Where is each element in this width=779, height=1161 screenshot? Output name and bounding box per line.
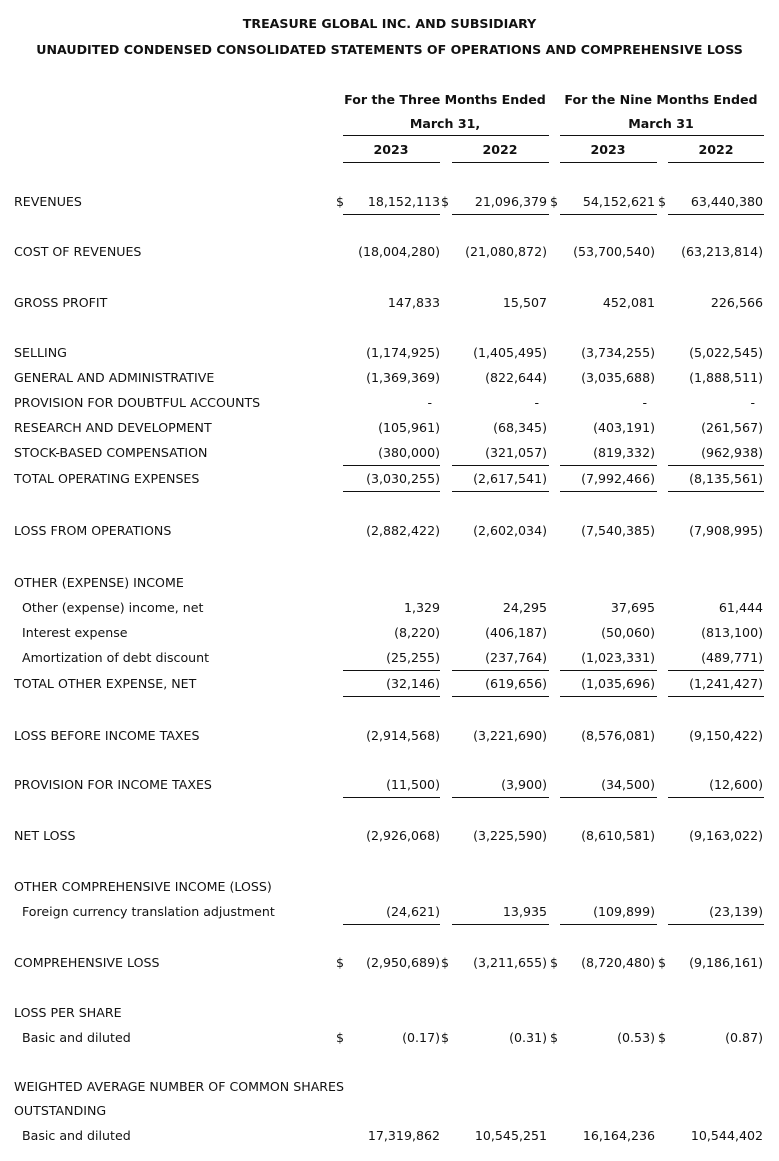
row-18-other-comprehensive-income-loss-label: OTHER COMPREHENSIVE INCOME (LOSS) — [14, 879, 272, 894]
row-0-revenues-underline-4 — [668, 214, 764, 215]
row-20-comprehensive-loss-label: COMPREHENSIVE LOSS — [14, 955, 160, 970]
row-19-foreign-currency-translation-adjustment-underline-1 — [343, 924, 440, 925]
row-22-basic-and-diluted-value-4: (0.87) — [725, 1030, 763, 1045]
row-8-total-operating-expenses-underline-4 — [668, 491, 764, 492]
row-20-comprehensive-loss-value-3: (8,720,480) — [581, 955, 655, 970]
row-0-revenues-dollar-sign-1: $ — [336, 194, 345, 209]
row-5-provision-for-doubtful-accounts-label: PROVISION FOR DOUBTFUL ACCOUNTS — [14, 395, 261, 410]
row-5-provision-for-doubtful-accounts-value-1: - — [427, 395, 432, 410]
row-4-general-and-administrative-value-3: (3,035,688) — [581, 370, 655, 385]
year-header-2023-nine: 2023 — [590, 142, 626, 157]
row-2-gross-profit-value-3: 452,081 — [602, 295, 655, 310]
row-9-loss-from-operations-value-3: (7,540,385) — [581, 523, 655, 538]
row-22-basic-and-diluted-dollar-sign-2: $ — [441, 1030, 450, 1045]
row-0-revenues-value-2: 21,096,379 — [474, 194, 547, 209]
row-25-basic-and-diluted-value-1: 17,319,862 — [367, 1128, 440, 1143]
row-14-total-other-expense-net-value-4: (1,241,427) — [689, 676, 763, 691]
row-8-total-operating-expenses-underline-3 — [560, 491, 657, 492]
row-3-selling-value-4: (5,022,545) — [689, 345, 763, 360]
year-underline-3 — [560, 162, 657, 163]
row-21-loss-per-share-label: LOSS PER SHARE — [14, 1005, 122, 1020]
row-16-provision-for-income-taxes-value-4: (12,600) — [709, 777, 763, 792]
row-0-revenues-underline-2 — [452, 214, 549, 215]
nine-months-header-line2: March 31 — [628, 116, 694, 131]
row-14-total-other-expense-net-value-1: (32,146) — [386, 676, 440, 691]
row-6-research-and-development-value-3: (403,191) — [593, 420, 655, 435]
row-15-loss-before-income-taxes-value-3: (8,576,081) — [581, 728, 655, 743]
row-7-stock-based-compensation-value-1: (380,000) — [378, 445, 440, 460]
row-7-stock-based-compensation-value-3: (819,332) — [593, 445, 655, 460]
three-months-header-line1: For the Three Months Ended — [344, 92, 546, 107]
company-title: TREASURE GLOBAL INC. AND SUBSIDIARY — [242, 16, 537, 31]
row-12-interest-expense-value-3: (50,060) — [601, 625, 655, 640]
row-25-basic-and-diluted-value-2: 10,545,251 — [474, 1128, 547, 1143]
row-0-revenues-dollar-sign-4: $ — [658, 194, 667, 209]
row-11-other-expense-income-net-label: Other (expense) income, net — [22, 600, 204, 615]
row-14-total-other-expense-net-underline-2 — [452, 696, 549, 697]
header-divider-nine-months — [560, 135, 764, 136]
row-14-total-other-expense-net-underline-3 — [560, 696, 657, 697]
row-2-gross-profit-value-1: 147,833 — [387, 295, 440, 310]
row-7-stock-based-compensation-label: STOCK-BASED COMPENSATION — [14, 445, 208, 460]
row-14-total-other-expense-net-value-3: (1,035,696) — [581, 676, 655, 691]
row-4-general-and-administrative-label: GENERAL AND ADMINISTRATIVE — [14, 370, 215, 385]
row-0-revenues-underline-3 — [560, 214, 657, 215]
row-12-interest-expense-value-4: (813,100) — [701, 625, 763, 640]
row-20-comprehensive-loss-dollar-sign-4: $ — [658, 955, 667, 970]
row-19-foreign-currency-translation-adjustment-label: Foreign currency translation adjustment — [22, 904, 275, 919]
row-1-cost-of-revenues-value-4: (63,213,814) — [681, 244, 763, 259]
row-6-research-and-development-value-2: (68,345) — [493, 420, 547, 435]
row-4-general-and-administrative-value-2: (822,644) — [485, 370, 547, 385]
row-20-comprehensive-loss-value-1: (2,950,689) — [366, 955, 440, 970]
row-8-total-operating-expenses-value-4: (8,135,561) — [689, 471, 763, 486]
row-2-gross-profit-label: GROSS PROFIT — [14, 295, 108, 310]
row-20-comprehensive-loss-dollar-sign-1: $ — [336, 955, 345, 970]
row-13-amortization-of-debt-discount-underline-2 — [452, 670, 549, 671]
row-15-loss-before-income-taxes-value-4: (9,150,422) — [689, 728, 763, 743]
row-14-total-other-expense-net-label: TOTAL OTHER EXPENSE, NET — [14, 676, 197, 691]
row-7-stock-based-compensation-value-4: (962,938) — [701, 445, 763, 460]
row-6-research-and-development-label: RESEARCH AND DEVELOPMENT — [14, 420, 212, 435]
row-16-provision-for-income-taxes-underline-3 — [560, 797, 657, 798]
row-14-total-other-expense-net-underline-1 — [343, 696, 440, 697]
row-3-selling-value-1: (1,174,925) — [366, 345, 440, 360]
row-15-loss-before-income-taxes-value-1: (2,914,568) — [366, 728, 440, 743]
row-13-amortization-of-debt-discount-value-2: (237,764) — [485, 650, 547, 665]
row-15-loss-before-income-taxes-label: LOSS BEFORE INCOME TAXES — [14, 728, 200, 743]
row-9-loss-from-operations-label: LOSS FROM OPERATIONS — [14, 523, 172, 538]
row-13-amortization-of-debt-discount-underline-1 — [343, 670, 440, 671]
row-17-net-loss-value-1: (2,926,068) — [366, 828, 440, 843]
row-5-provision-for-doubtful-accounts-value-4: - — [750, 395, 755, 410]
row-1-cost-of-revenues-value-3: (53,700,540) — [573, 244, 655, 259]
row-12-interest-expense-value-2: (406,187) — [485, 625, 547, 640]
row-13-amortization-of-debt-discount-value-3: (1,023,331) — [581, 650, 655, 665]
row-9-loss-from-operations-value-1: (2,882,422) — [366, 523, 440, 538]
row-19-foreign-currency-translation-adjustment-value-2: 13,935 — [502, 904, 547, 919]
row-4-general-and-administrative-value-1: (1,369,369) — [366, 370, 440, 385]
row-12-interest-expense-label: Interest expense — [22, 625, 128, 640]
row-8-total-operating-expenses-value-1: (3,030,255) — [366, 471, 440, 486]
row-13-amortization-of-debt-discount-label: Amortization of debt discount — [22, 650, 210, 665]
row-1-cost-of-revenues-value-2: (21,080,872) — [465, 244, 547, 259]
row-6-research-and-development-value-1: (105,961) — [378, 420, 440, 435]
row-25-basic-and-diluted-label: Basic and diluted — [22, 1128, 131, 1143]
year-header-2023-three: 2023 — [373, 142, 409, 157]
row-17-net-loss-value-3: (8,610,581) — [581, 828, 655, 843]
row-22-basic-and-diluted-label: Basic and diluted — [22, 1030, 131, 1045]
row-19-foreign-currency-translation-adjustment-value-1: (24,621) — [386, 904, 440, 919]
row-0-revenues-dollar-sign-2: $ — [441, 194, 450, 209]
row-19-foreign-currency-translation-adjustment-value-4: (23,139) — [709, 904, 763, 919]
row-8-total-operating-expenses-label: TOTAL OPERATING EXPENSES — [14, 471, 200, 486]
row-8-total-operating-expenses-underline-2 — [452, 491, 549, 492]
row-10-other-expense-income-label: OTHER (EXPENSE) INCOME — [14, 575, 184, 590]
year-header-2022-three: 2022 — [482, 142, 518, 157]
row-16-provision-for-income-taxes-label: PROVISION FOR INCOME TAXES — [14, 777, 212, 792]
row-9-loss-from-operations-value-4: (7,908,995) — [689, 523, 763, 538]
row-16-provision-for-income-taxes-value-1: (11,500) — [386, 777, 440, 792]
row-6-research-and-development-value-4: (261,567) — [701, 420, 763, 435]
row-19-foreign-currency-translation-adjustment-underline-3 — [560, 924, 657, 925]
row-0-revenues-value-1: 18,152,113 — [367, 194, 440, 209]
row-16-provision-for-income-taxes-underline-1 — [343, 797, 440, 798]
row-0-revenues-value-4: 63,440,380 — [690, 194, 763, 209]
row-7-stock-based-compensation-underline-4 — [668, 465, 764, 466]
row-19-foreign-currency-translation-adjustment-underline-4 — [668, 924, 764, 925]
row-25-basic-and-diluted-value-3: 16,164,236 — [582, 1128, 655, 1143]
row-23-weighted-average-number-of-common-shares-label: WEIGHTED AVERAGE NUMBER OF COMMON SHARES — [14, 1079, 345, 1094]
nine-months-header-line1: For the Nine Months Ended — [564, 92, 758, 107]
row-22-basic-and-diluted-value-3: (0.53) — [617, 1030, 655, 1045]
row-1-cost-of-revenues-label: COST OF REVENUES — [14, 244, 142, 259]
row-11-other-expense-income-net-value-1: 1,329 — [403, 600, 440, 615]
row-0-revenues-underline-1 — [343, 214, 440, 215]
row-5-provision-for-doubtful-accounts-value-3: - — [642, 395, 647, 410]
three-months-header-line2: March 31, — [409, 116, 481, 131]
row-7-stock-based-compensation-value-2: (321,057) — [485, 445, 547, 460]
row-11-other-expense-income-net-value-2: 24,295 — [502, 600, 547, 615]
row-24-outstanding-label: OUTSTANDING — [14, 1103, 107, 1118]
row-22-basic-and-diluted-dollar-sign-3: $ — [550, 1030, 559, 1045]
row-17-net-loss-value-2: (3,225,590) — [473, 828, 547, 843]
row-8-total-operating-expenses-value-3: (7,992,466) — [581, 471, 655, 486]
row-22-basic-and-diluted-value-1: (0.17) — [402, 1030, 440, 1045]
row-3-selling-value-3: (3,734,255) — [581, 345, 655, 360]
row-16-provision-for-income-taxes-underline-2 — [452, 797, 549, 798]
row-22-basic-and-diluted-value-2: (0.31) — [509, 1030, 547, 1045]
row-17-net-loss-value-4: (9,163,022) — [689, 828, 763, 843]
row-7-stock-based-compensation-underline-2 — [452, 465, 549, 466]
row-4-general-and-administrative-value-4: (1,888,511) — [689, 370, 763, 385]
row-13-amortization-of-debt-discount-value-1: (25,255) — [386, 650, 440, 665]
row-7-stock-based-compensation-underline-3 — [560, 465, 657, 466]
row-2-gross-profit-value-4: 226,566 — [710, 295, 763, 310]
row-3-selling-label: SELLING — [14, 345, 67, 360]
row-7-stock-based-compensation-underline-1 — [343, 465, 440, 466]
row-13-amortization-of-debt-discount-underline-3 — [560, 670, 657, 671]
year-underline-1 — [343, 162, 440, 163]
row-13-amortization-of-debt-discount-underline-4 — [668, 670, 764, 671]
row-9-loss-from-operations-value-2: (2,602,034) — [473, 523, 547, 538]
row-12-interest-expense-value-1: (8,220) — [394, 625, 440, 640]
row-5-provision-for-doubtful-accounts-value-2: - — [534, 395, 539, 410]
header-divider-three-months — [343, 135, 549, 136]
row-2-gross-profit-value-2: 15,507 — [502, 295, 547, 310]
row-22-basic-and-diluted-dollar-sign-1: $ — [336, 1030, 345, 1045]
row-8-total-operating-expenses-underline-1 — [343, 491, 440, 492]
row-11-other-expense-income-net-value-3: 37,695 — [610, 600, 655, 615]
row-0-revenues-label: REVENUES — [14, 194, 82, 209]
row-16-provision-for-income-taxes-underline-4 — [668, 797, 764, 798]
row-15-loss-before-income-taxes-value-2: (3,221,690) — [473, 728, 547, 743]
row-14-total-other-expense-net-underline-4 — [668, 696, 764, 697]
row-16-provision-for-income-taxes-value-3: (34,500) — [601, 777, 655, 792]
row-20-comprehensive-loss-value-4: (9,186,161) — [689, 955, 763, 970]
row-8-total-operating-expenses-value-2: (2,617,541) — [473, 471, 547, 486]
row-11-other-expense-income-net-value-4: 61,444 — [718, 600, 763, 615]
row-22-basic-and-diluted-dollar-sign-4: $ — [658, 1030, 667, 1045]
row-20-comprehensive-loss-value-2: (3,211,655) — [473, 955, 547, 970]
statement-title: UNAUDITED CONDENSED CONSOLIDATED STATEMENTS OF OPERATIONS AND COMPREHENSIVE LOSS — [36, 42, 743, 57]
row-16-provision-for-income-taxes-value-2: (3,900) — [501, 777, 547, 792]
year-header-2022-nine: 2022 — [698, 142, 734, 157]
row-17-net-loss-label: NET LOSS — [14, 828, 76, 843]
row-20-comprehensive-loss-dollar-sign-3: $ — [550, 955, 559, 970]
row-25-basic-and-diluted-value-4: 10,544,402 — [690, 1128, 763, 1143]
row-1-cost-of-revenues-value-1: (18,004,280) — [358, 244, 440, 259]
row-0-revenues-value-3: 54,152,621 — [582, 194, 655, 209]
row-13-amortization-of-debt-discount-value-4: (489,771) — [701, 650, 763, 665]
row-19-foreign-currency-translation-adjustment-value-3: (109,899) — [593, 904, 655, 919]
row-19-foreign-currency-translation-adjustment-underline-2 — [452, 924, 549, 925]
year-underline-4 — [668, 162, 764, 163]
row-3-selling-value-2: (1,405,495) — [473, 345, 547, 360]
year-underline-2 — [452, 162, 549, 163]
row-20-comprehensive-loss-dollar-sign-2: $ — [441, 955, 450, 970]
row-14-total-other-expense-net-value-2: (619,656) — [485, 676, 547, 691]
row-0-revenues-dollar-sign-3: $ — [550, 194, 559, 209]
